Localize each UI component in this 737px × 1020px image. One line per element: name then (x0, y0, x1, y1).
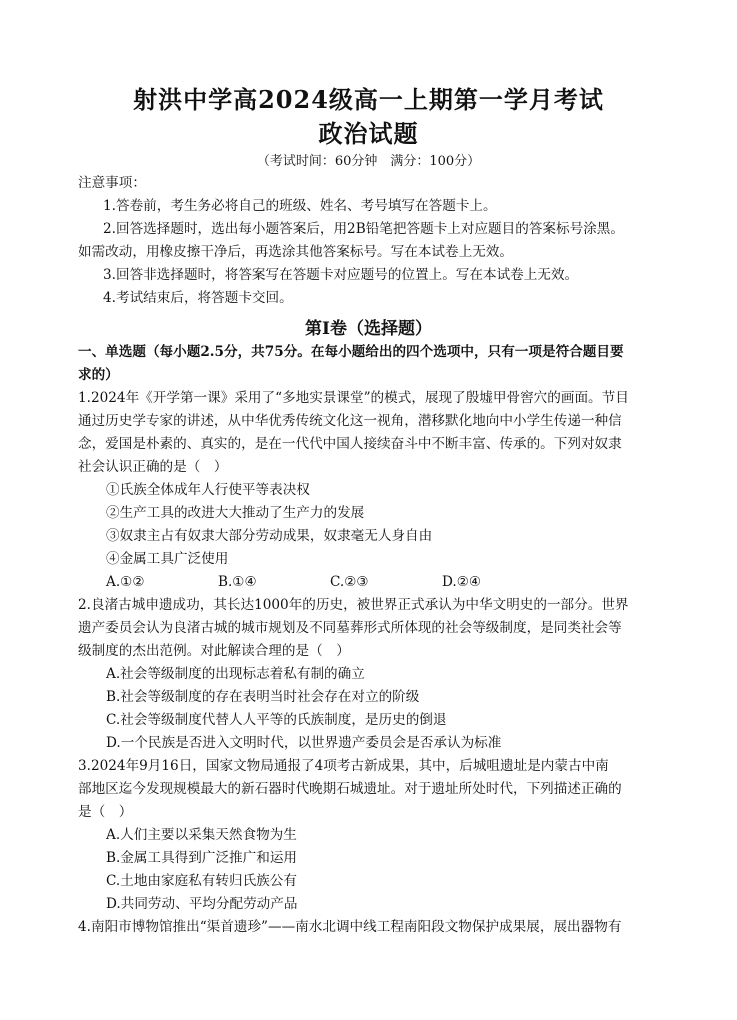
notice-item: 2.回答选择题时，选出每小题答案后，用2B铅笔把答题卡上对应题目的答案标号涂黑。 (103, 221, 624, 237)
question-stem: 是（ ） (78, 804, 133, 820)
question-stem: 社会认识正确的是（ ） (78, 459, 228, 475)
statement: ④金属工具广泛使用 (106, 551, 229, 567)
option-c: C.②③ (330, 574, 369, 590)
option-c: C.土地由家庭私有转归氏族公有 (106, 873, 297, 889)
question-stem: 1.2024年《开学第一课》采用了“多地实景课堂”的模式，展现了殷墟甲骨窖穴的画面。节目 (78, 390, 629, 406)
section-title: 第I卷（选择题） (305, 319, 432, 339)
question-stem: 级制度的杰出范例。对此解读合理的是（ ） (78, 643, 350, 659)
question-stem: 部地区迄今发现规模最大的新石器时代晚期石城遗址。对于遗址所处时代，下列描述正确的 (78, 781, 622, 797)
question-stem: 3.2024年9月16日，国家文物局通报了4项考古新成果，其中，后城咀遗址是内蒙古中南 (78, 758, 609, 774)
option-b: B.①④ (218, 574, 257, 590)
question-stem: 2.良渚古城申遗成功，其长达1000年的历史，被世界正式承认为中华文明史的一部分。世界 (78, 597, 629, 613)
question-stem: 遗产委员会认为良渚古城的城市规划及不同墓葬形式所体现的社会等级制度，是同类社会等 (78, 620, 622, 636)
statement: ②生产工具的改进大大推动了生产力的发展 (106, 505, 365, 521)
question-stem: 念，爱国是朴素的、真实的，是在一代代中国人接续奋斗中不断丰富、传承的。下列对奴隶 (78, 436, 622, 452)
option-b: B.社会等级制度的存在表明当时社会存在对立的阶级 (106, 689, 420, 705)
option-d: D.②④ (442, 574, 482, 590)
option-b: B.金属工具得到广泛推广和运用 (106, 850, 298, 866)
option-d: D.共同劳动、平均分配劳动产品 (106, 896, 298, 912)
notice-heading: 注意事项： (78, 175, 146, 191)
subject-title: 政治试题 (318, 119, 419, 148)
notice-item: 4.考试结束后，将答题卡交回。 (103, 290, 293, 306)
notice-item: 如需改动，用橡皮擦干净后，再选涂其他答案标号。写在本试卷上无效。 (78, 244, 513, 260)
option-a: A.人们主要以采集天然食物为生 (106, 827, 297, 843)
option-a: A.社会等级制度的出现标志着私有制的确立 (106, 666, 365, 682)
question-stem: 4.南阳市博物馆推出“渠首遗珍”——南水北调中线工程南阳段文物保护成果展，展出器物有 (78, 919, 622, 935)
exam-title: 射洪中学高2024级高一上期第一学月考试 (133, 85, 604, 114)
option-c: C.社会等级制度代替人人平等的氏族制度，是历史的倒退 (106, 712, 447, 728)
notice-item: 3.回答非选择题时，将答案写在答题卡对应题号的位置上。写在本试卷上无效。 (103, 267, 579, 283)
section-instruction: 一、单选题（每小题2.5分，共75分。在每小题给出的四个选项中，只有一项是符合题目要 (78, 344, 624, 360)
exam-info: （考试时间：60分钟 满分：100分） (256, 154, 481, 169)
answer-options-row (106, 571, 606, 594)
question-stem: 通过历史学专家的讲述，从中华优秀传统文化这一视角，潜移默化地向中小学生传递一种信 (78, 413, 622, 429)
option-a: A.①② (106, 574, 145, 590)
statement: ③奴隶主占有奴隶大部分劳动成果，奴隶毫无人身自由 (106, 528, 433, 544)
section-instruction: 求的） (78, 367, 119, 383)
statement: ①氏族全体成年人行使平等表决权 (106, 482, 310, 498)
option-d: D.一个民族是否进入文明时代，以世界遗产委员会是否承认为标准 (106, 735, 502, 751)
notice-item: 1.答卷前，考生务必将自己的班级、姓名、考号填写在答题卡上。 (103, 198, 497, 214)
